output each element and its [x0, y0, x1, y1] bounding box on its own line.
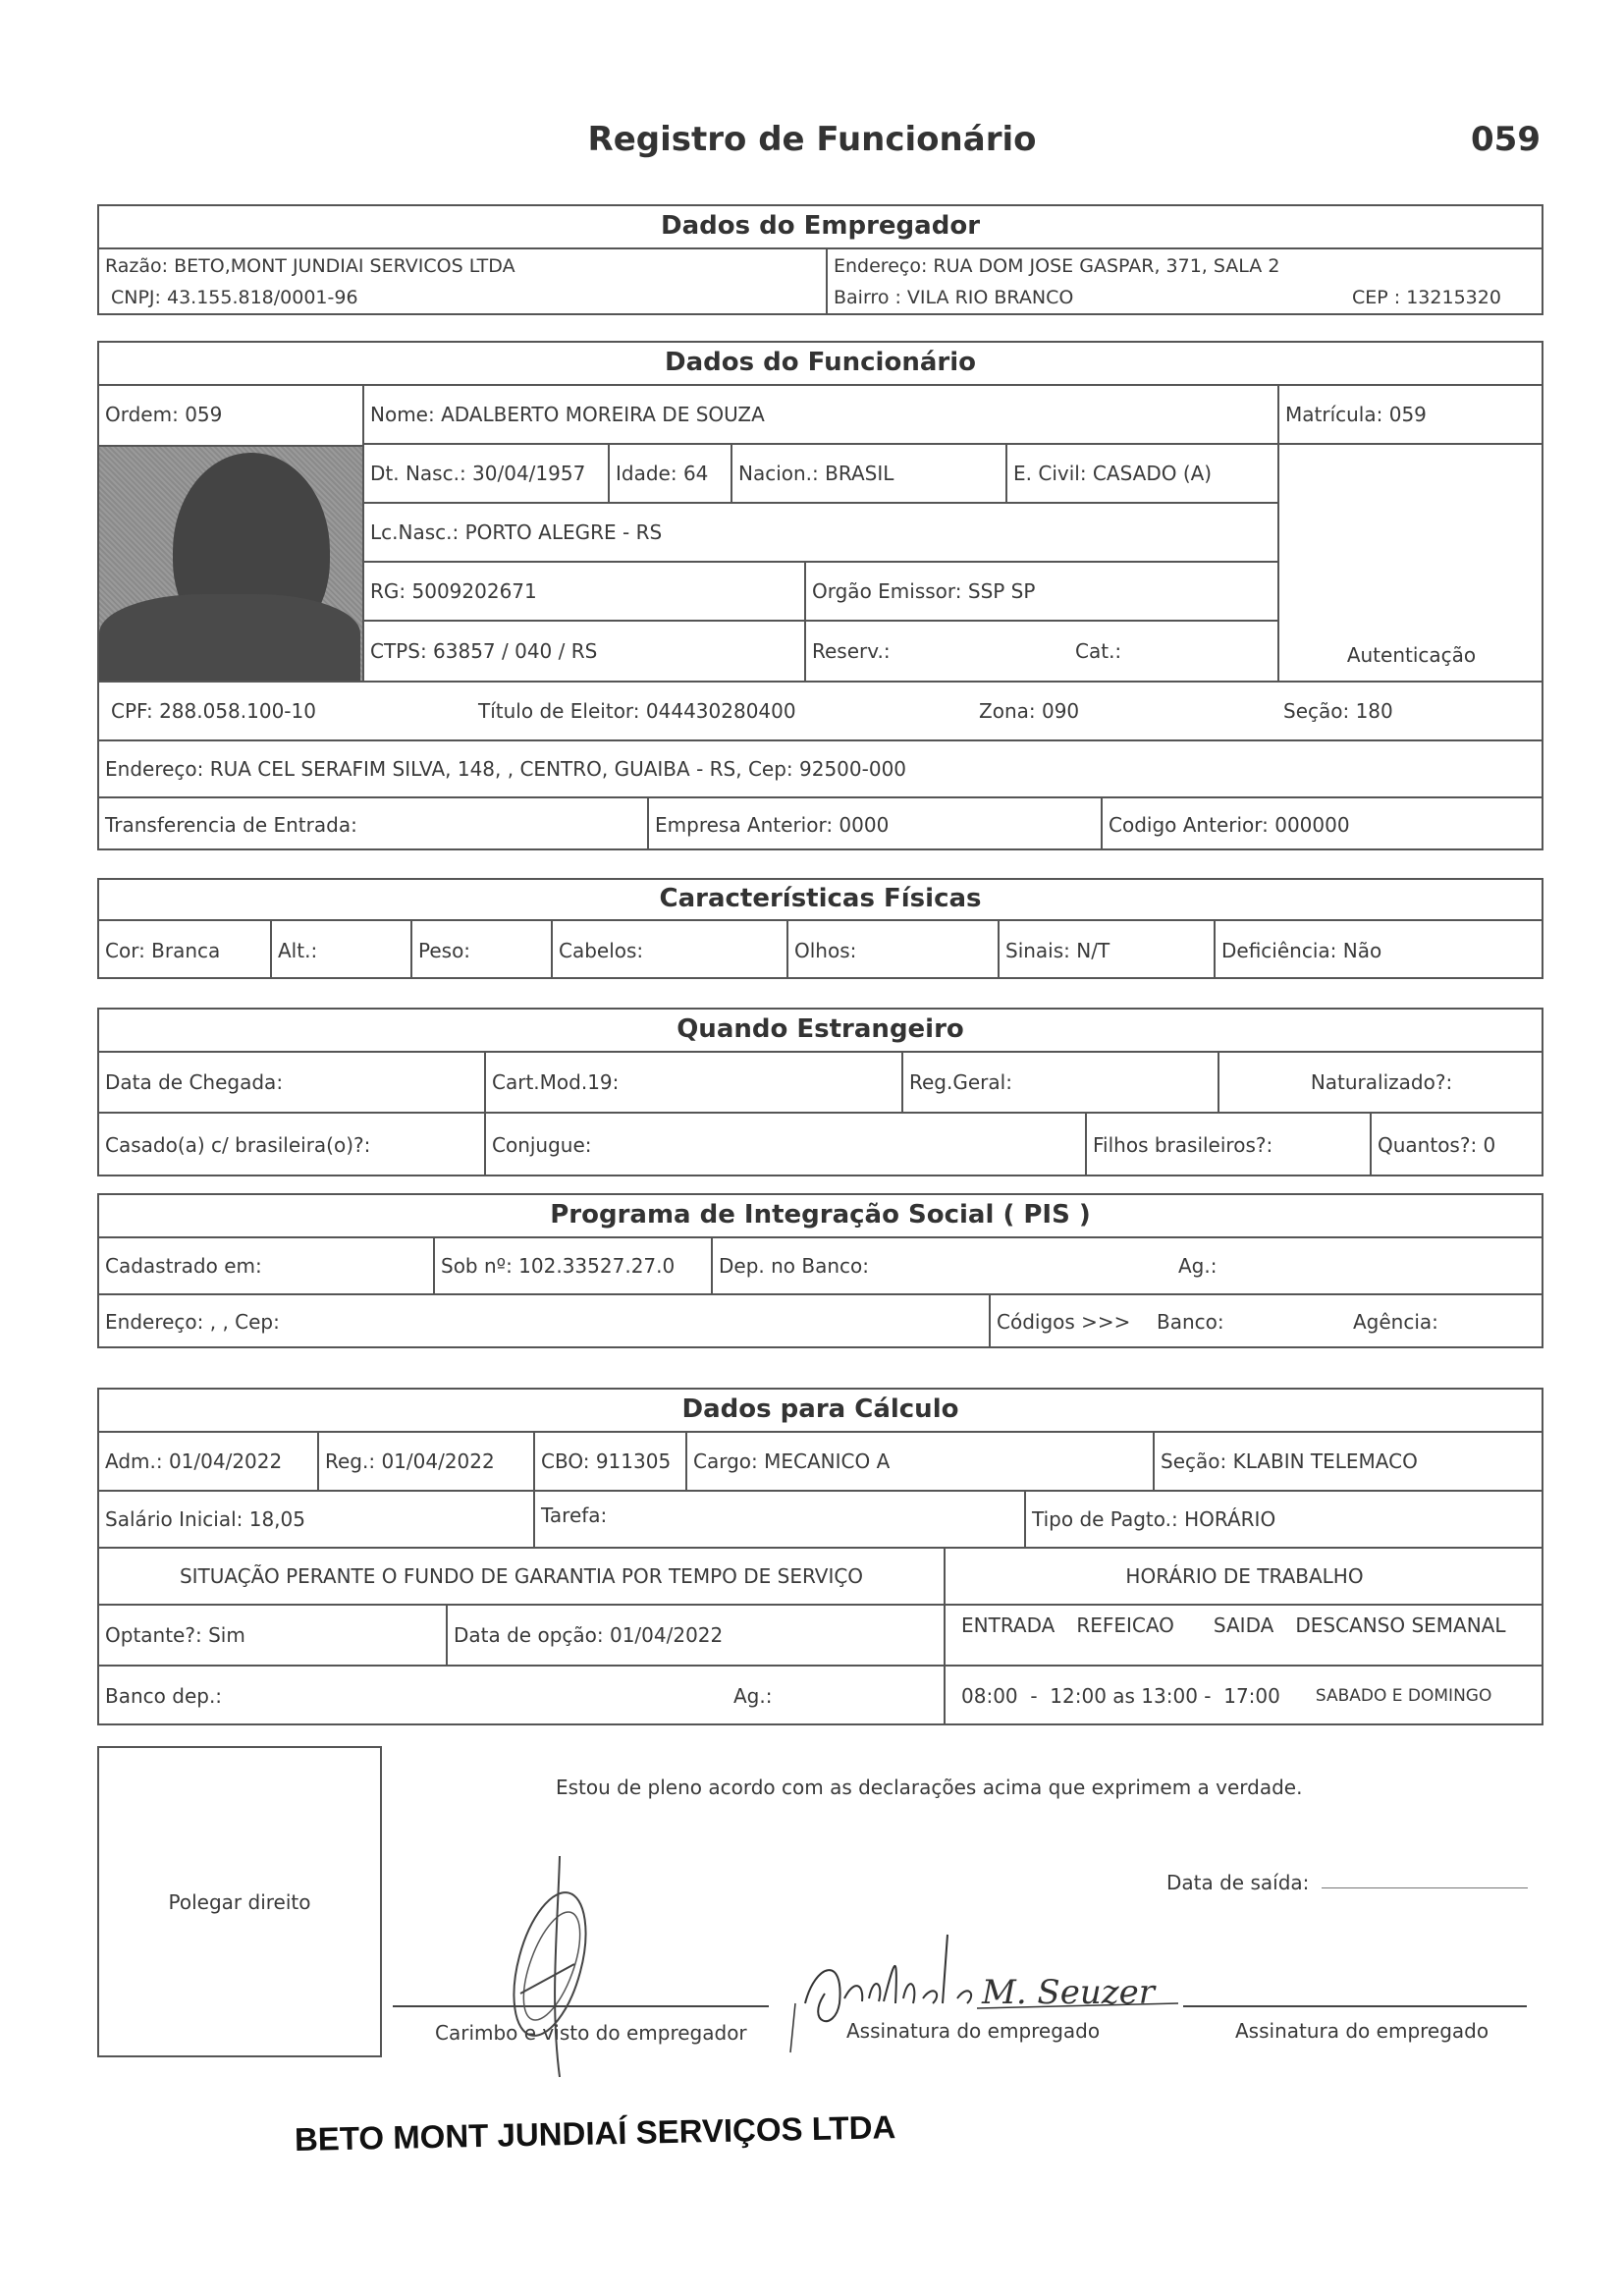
olhos: Olhos:	[786, 921, 998, 979]
employer-cnpj: CNPJ: 43.155.818/0001-96	[111, 287, 358, 308]
autenticacao: Autenticação	[1277, 443, 1543, 681]
physical-section	[97, 878, 1543, 979]
secao-eleitoral: Seção: 180	[1283, 699, 1393, 723]
employee-signature	[785, 1925, 1198, 2062]
banco-agencia: Ag.:	[728, 1665, 944, 1725]
idade: Idade: 64	[608, 443, 731, 502]
optante: Optante?: Sim	[99, 1604, 446, 1665]
pis-endereco: Endereço: , , Cep:	[99, 1293, 989, 1348]
reg-geral: Reg.Geral:	[901, 1053, 1218, 1112]
secao-trabalho: Seção: KLABIN TELEMACO	[1153, 1433, 1543, 1490]
codigos-label: Códigos >>>	[989, 1293, 1151, 1348]
employee-section	[97, 341, 1543, 850]
endereco-funcionario: Endereço: RUA CEL SERAFIM SILVA, 148, , CENTRO, GUAIBA - RS, Cep: 92500-000	[99, 739, 1543, 796]
record-number: 059	[1471, 120, 1541, 159]
employer-razao: Razão: BETO,MONT JUNDIAI SERVICOS LTDA	[105, 255, 515, 277]
cabelos: Cabelos:	[551, 921, 786, 979]
declaration-text: Estou de pleno acordo com as declarações acima que exprimem a verdade.	[556, 1776, 1303, 1799]
thumbprint-label: Polegar direito	[168, 1889, 311, 1914]
cpf: CPF: 288.058.100-10	[99, 681, 472, 739]
categoria: Cat.:	[1069, 620, 1277, 681]
svg-text:M. Seuzer: M. Seuzer	[982, 1973, 1156, 2012]
transferencia-entrada: Transferencia de Entrada:	[99, 796, 647, 850]
dt-nasc: Dt. Nasc.: 30/04/1957	[362, 443, 608, 502]
deficiencia: Deficiência: Não	[1214, 921, 1543, 979]
calc-section	[97, 1388, 1543, 1725]
employee-section-title: Dados do Funcionário	[99, 343, 1542, 386]
empresa-anterior: Empresa Anterior: 0000	[647, 796, 1101, 850]
header-entrada: ENTRADA	[961, 1613, 1056, 1637]
employer-section-title: Dados do Empregador	[99, 206, 1542, 249]
fgts-title: SITUAÇÃO PERANTE O FUNDO DE GARANTIA POR TEMPO DE SERVIÇO	[99, 1547, 944, 1604]
calc-section-title: Dados para Cálculo	[99, 1390, 1542, 1433]
estado-civil: E. Civil: CASADO (A)	[1005, 443, 1277, 502]
quantos: Quantos?: 0	[1370, 1112, 1543, 1176]
cbo: CBO: 911305	[533, 1433, 685, 1490]
local-nascimento: Lc.Nasc.: PORTO ALEGRE - RS	[362, 502, 1277, 561]
horario-valores	[944, 1665, 1543, 1725]
pis-section-title: Programa de Integração Social ( PIS )	[99, 1195, 1542, 1238]
data-saida-label: Data de saída:	[1166, 1871, 1310, 1894]
registro: Reg.: 01/04/2022	[317, 1433, 533, 1490]
orgao-emissor: Orgão Emissor: SSP SP	[804, 561, 1277, 620]
horario-headers	[944, 1604, 1543, 1665]
header-refeicao: REFEICAO	[1076, 1613, 1174, 1637]
matricula: Matrícula: 059	[1277, 386, 1543, 443]
sinais: Sinais: N/T	[998, 921, 1214, 979]
data-saida-line	[1322, 1887, 1528, 1888]
assinatura-empregado-label-2: Assinatura do empregado	[1235, 2019, 1489, 2043]
codigo-agencia: Agência:	[1347, 1293, 1543, 1348]
banco-deposito: Banco dep.:	[99, 1665, 728, 1725]
assinatura-empregado-label-1: Assinatura do empregado	[846, 2019, 1101, 2043]
nome: Nome: ADALBERTO MOREIRA DE SOUZA	[362, 386, 1277, 443]
naturalizado: Naturalizado?:	[1218, 1053, 1543, 1112]
admissao: Adm.: 01/04/2022	[105, 1449, 283, 1473]
horario-title: HORÁRIO DE TRABALHO	[944, 1547, 1543, 1604]
pis-section	[97, 1193, 1543, 1348]
horario-values: 08:00 - 12:00 as 13:00 - 17:00	[961, 1684, 1280, 1708]
reservista: Reserv.:	[804, 620, 1069, 681]
company-footer: BETO MONT JUNDIAÍ SERVIÇOS LTDA	[294, 2108, 896, 2158]
descanso-semanal: SABADO E DOMINGO	[1315, 1686, 1492, 1706]
peso: Peso:	[410, 921, 551, 979]
data-opcao: Data de opção: 01/04/2022	[446, 1604, 944, 1665]
header-saida: SAIDA	[1213, 1613, 1274, 1637]
employer-cep: CEP : 13215320	[1352, 287, 1501, 308]
salario-inicial: Salário Inicial: 18,05	[99, 1490, 533, 1547]
foreigner-section-title: Quando Estrangeiro	[99, 1010, 1542, 1053]
zona: Zona: 090	[979, 699, 1080, 723]
physical-section-title: Características Físicas	[99, 880, 1542, 921]
employer-stamp-scribble	[491, 1846, 609, 2082]
titulo-eleitor: Título de Eleitor: 044430280400	[478, 699, 796, 723]
cargo: Cargo: MECANICO A	[685, 1433, 1153, 1490]
rg: RG: 5009202671	[362, 561, 804, 620]
header-descanso: DESCANSO SEMANAL	[1295, 1613, 1506, 1637]
filhos-brasileiros: Filhos brasileiros?:	[1085, 1112, 1370, 1176]
altura: Alt.:	[270, 921, 410, 979]
tarefa: Tarefa:	[533, 1490, 1024, 1547]
carimbo-label: Carimbo e visto do empregador	[435, 2021, 747, 2045]
employer-endereco: Endereço: RUA DOM JOSE GASPAR, 371, SALA 2	[826, 249, 1543, 283]
foreigner-section	[97, 1008, 1543, 1176]
page-title: Registro de Funcionário	[587, 120, 1037, 159]
employer-section	[97, 204, 1543, 315]
ordem: Ordem: 059	[105, 403, 223, 426]
pis-agencia: Ag.:	[1178, 1254, 1218, 1278]
ctps: CTPS: 63857 / 040 / RS	[362, 620, 804, 681]
tipo-pagamento: Tipo de Pagto.: HORÁRIO	[1024, 1490, 1543, 1547]
data-chegada: Data de Chegada:	[105, 1070, 284, 1094]
thumbprint-box	[97, 1746, 382, 2057]
cart-mod-19: Cart.Mod.19:	[484, 1053, 901, 1112]
deposito-banco: Dep. no Banco:	[711, 1238, 1172, 1293]
conjugue: Conjugue:	[484, 1112, 1085, 1176]
assinatura-line-2	[1183, 2005, 1527, 2007]
cadastrado-em: Cadastrado em:	[105, 1254, 262, 1278]
codigo-anterior: Codigo Anterior: 000000	[1101, 796, 1543, 850]
pis-numero: Sob nº: 102.33527.27.0	[433, 1238, 711, 1293]
cor: Cor: Branca	[105, 938, 221, 962]
casado-brasileira: Casado(a) c/ brasileira(o)?:	[99, 1112, 484, 1176]
nacionalidade: Nacion.: BRASIL	[731, 443, 1005, 502]
codigo-banco: Banco:	[1151, 1293, 1347, 1348]
employee-photo	[99, 445, 362, 683]
employer-bairro: Bairro : VILA RIO BRANCO	[826, 281, 1317, 314]
